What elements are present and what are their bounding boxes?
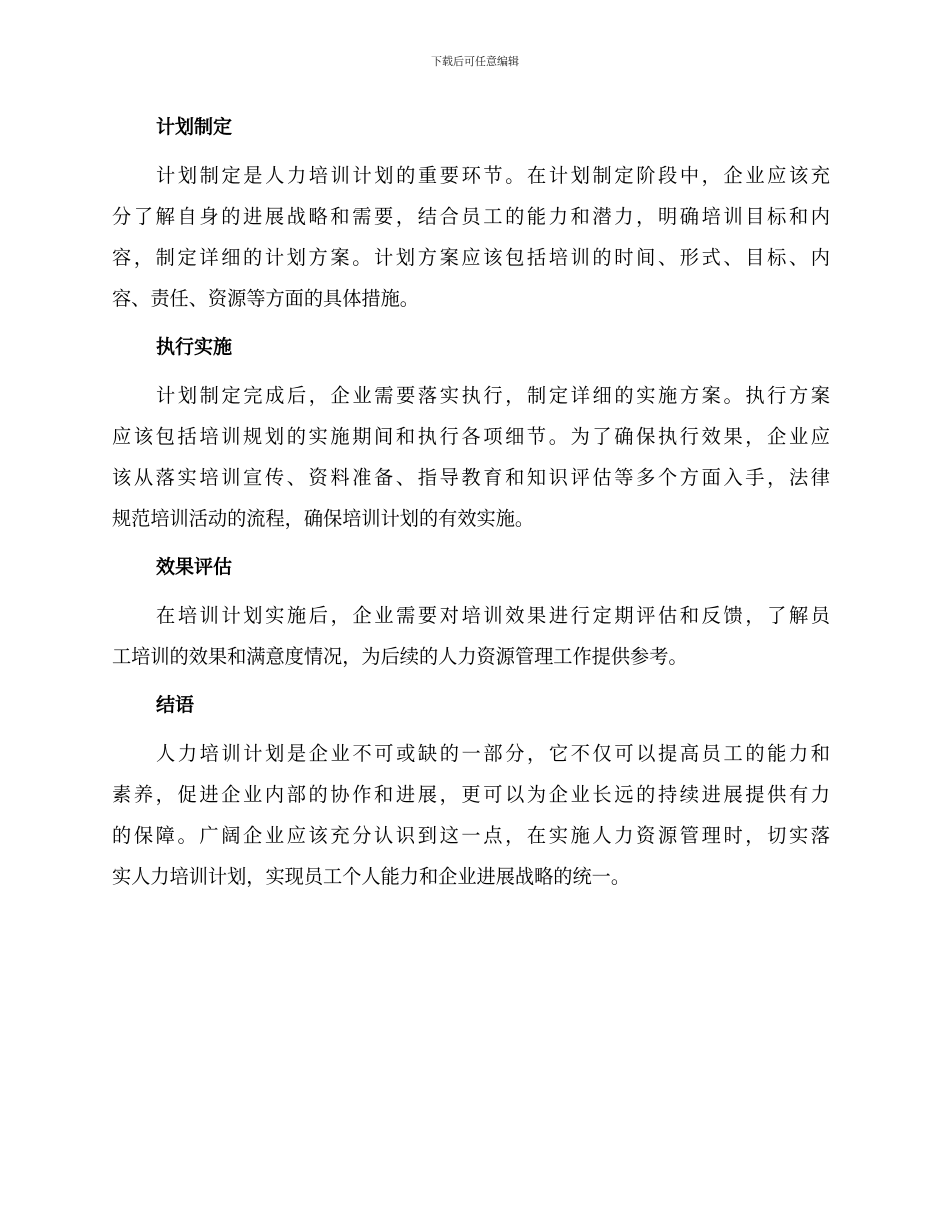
paragraph-line: 分了解自身的进展战略和需要，结合员工的能力和潜力，明确培训目标和内 bbox=[112, 205, 830, 228]
page-header: 下载后可任意编辑 bbox=[431, 55, 519, 68]
section-heading: 效果评估 bbox=[156, 556, 233, 578]
section-implementation bbox=[112, 329, 830, 539]
paragraph-line: 工培训的效果和满意度情况，为后续的人力资源管理工作提供参考。 bbox=[112, 645, 688, 668]
paragraph-line: 该从落实培训宣传、资料准备、指导教育和知识评估等多个方面入手，法律 bbox=[112, 466, 830, 489]
paragraph-line: 计划制定完成后，企业需要落实执行，制定详细的实施方案。执行方案 bbox=[156, 384, 830, 407]
paragraph-line: 素养，促进企业内部的协作和进展，更可以为企业长远的持续进展提供有力 bbox=[112, 783, 830, 806]
section-paragraph bbox=[112, 733, 830, 897]
section-heading: 执行实施 bbox=[156, 336, 233, 358]
section-plan-formulation bbox=[112, 109, 830, 319]
paragraph-line: 人力培训计划是企业不可或缺的一部分，它不仅可以提高员工的能力和 bbox=[156, 742, 830, 765]
section-conclusion bbox=[112, 687, 830, 897]
document-body bbox=[112, 109, 830, 907]
paragraph-line: 在培训计划实施后，企业需要对培训效果进行定期评估和反馈，了解员 bbox=[156, 604, 830, 627]
paragraph-line: 规范培训活动的流程，确保培训计划的有效实施。 bbox=[112, 507, 535, 530]
paragraph-line: 容、责任、资源等方面的具体措施。 bbox=[112, 287, 419, 310]
paragraph-line: 的保障。广阔企业应该充分认识到这一点，在实施人力资源管理时，切实落 bbox=[112, 824, 830, 847]
section-heading: 结语 bbox=[156, 694, 195, 716]
section-heading: 计划制定 bbox=[156, 116, 233, 138]
section-paragraph bbox=[112, 375, 830, 539]
section-paragraph bbox=[112, 595, 830, 677]
paragraph-line: 应该包括培训规划的实施期间和执行各项细节。为了确保执行效果，企业应 bbox=[112, 425, 830, 448]
section-paragraph bbox=[112, 155, 830, 319]
paragraph-line: 实人力培训计划，实现员工个人能力和企业进展战略的统一。 bbox=[112, 865, 631, 888]
paragraph-line: 容，制定详细的计划方案。计划方案应该包括培训的时间、形式、目标、内 bbox=[112, 246, 830, 269]
paragraph-line: 计划制定是人力培训计划的重要环节。在计划制定阶段中，企业应该充 bbox=[156, 164, 830, 187]
section-effect-evaluation bbox=[112, 549, 830, 677]
